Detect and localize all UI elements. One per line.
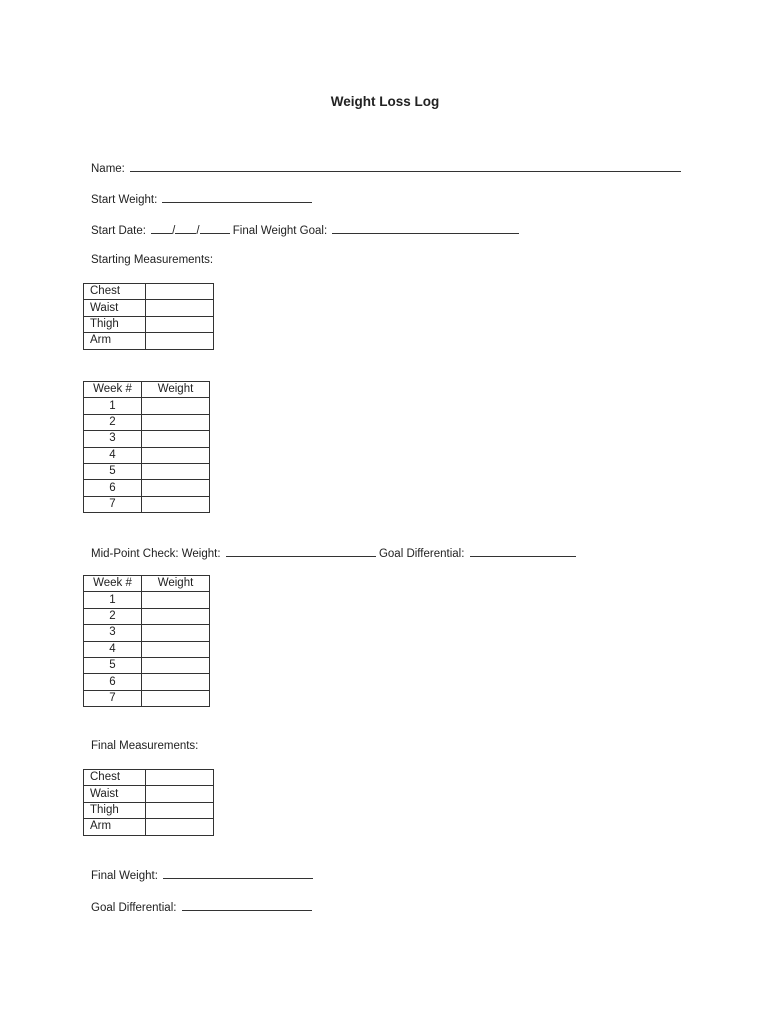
table-row <box>84 625 210 641</box>
table-row <box>84 333 214 349</box>
start-weight-field[interactable] <box>162 191 312 203</box>
weight-header: Weight <box>142 382 210 398</box>
start-weight-row <box>91 191 312 207</box>
measurement-input[interactable] <box>146 333 214 349</box>
table-row <box>84 690 210 706</box>
week-number: 4 <box>84 447 142 463</box>
table-row <box>84 819 214 835</box>
table-row <box>84 284 214 300</box>
measurement-input[interactable] <box>146 819 214 835</box>
table-row <box>84 316 214 332</box>
weight-input[interactable] <box>142 625 210 641</box>
table-row <box>84 608 210 624</box>
weekly-weight-table-2 <box>83 575 210 707</box>
table-row <box>84 398 210 414</box>
weight-input[interactable] <box>142 463 210 479</box>
name-row <box>91 160 681 176</box>
weight-input[interactable] <box>142 480 210 496</box>
table-row <box>84 463 210 479</box>
week-number: 1 <box>84 592 142 608</box>
table-row <box>84 641 210 657</box>
final-weight-row <box>91 867 313 883</box>
final-weight-goal-field[interactable] <box>332 222 519 234</box>
weight-header: Weight <box>142 576 210 592</box>
midpoint-goal-diff-field[interactable] <box>470 545 576 557</box>
weight-input[interactable] <box>142 496 210 512</box>
weight-input[interactable] <box>142 398 210 414</box>
table-row <box>84 431 210 447</box>
name-label: Name: <box>91 163 125 175</box>
start-date-row <box>91 222 519 238</box>
measurement-input[interactable] <box>146 786 214 802</box>
week-number: 2 <box>84 608 142 624</box>
start-date-label: Start Date: <box>91 225 146 237</box>
weight-input[interactable] <box>142 592 210 608</box>
week-number: 2 <box>84 414 142 430</box>
week-number: 3 <box>84 625 142 641</box>
table-row <box>84 592 210 608</box>
start-weight-label: Start Weight: <box>91 194 158 206</box>
midpoint-goal-diff-label: Goal Differential: <box>378 548 465 560</box>
measurement-label: Chest <box>84 770 146 786</box>
week-number: 4 <box>84 641 142 657</box>
final-weight-field[interactable] <box>163 867 313 879</box>
weight-input[interactable] <box>142 431 210 447</box>
week-header: Week # <box>84 576 142 592</box>
measurement-input[interactable] <box>146 316 214 332</box>
measurement-label: Thigh <box>84 316 146 332</box>
midpoint-row <box>91 545 576 561</box>
table-header-row <box>84 382 210 398</box>
date-separator: / <box>196 225 200 237</box>
final-weight-goal-label: Final Weight Goal: <box>232 225 328 237</box>
final-measurements-label: Final Measurements: <box>91 740 199 752</box>
starting-measurements-label: Starting Measurements: <box>91 254 214 266</box>
table-row <box>84 786 214 802</box>
measurement-label: Waist <box>84 786 146 802</box>
table-row <box>84 770 214 786</box>
weekly-weight-table-1 <box>83 381 210 513</box>
table-row <box>84 414 210 430</box>
measurement-label: Waist <box>84 300 146 316</box>
weight-input[interactable] <box>142 674 210 690</box>
week-header: Week # <box>84 382 142 398</box>
week-number: 7 <box>84 690 142 706</box>
table-row <box>84 657 210 673</box>
table-row <box>84 674 210 690</box>
date-separator: / <box>172 225 176 237</box>
measurement-input[interactable] <box>146 770 214 786</box>
measurement-input[interactable] <box>146 300 214 316</box>
table-row <box>84 447 210 463</box>
page-title: Weight Loss Log <box>330 94 440 109</box>
week-number: 5 <box>84 657 142 673</box>
final-measurements-table <box>83 769 214 836</box>
goal-differential-field[interactable] <box>182 899 312 911</box>
week-number: 1 <box>84 398 142 414</box>
start-date-day-field[interactable] <box>175 222 196 234</box>
weight-input[interactable] <box>142 690 210 706</box>
starting-measurements-table <box>83 283 214 350</box>
start-date-year-field[interactable] <box>200 222 230 234</box>
midpoint-weight-label: Mid-Point Check: Weight: <box>91 548 221 560</box>
table-header-row <box>84 576 210 592</box>
weight-input[interactable] <box>142 657 210 673</box>
measurement-label: Chest <box>84 284 146 300</box>
table-row <box>84 480 210 496</box>
name-field[interactable] <box>130 160 681 172</box>
table-row <box>84 300 214 316</box>
measurement-input[interactable] <box>146 284 214 300</box>
week-number: 6 <box>84 674 142 690</box>
weight-input[interactable] <box>142 641 210 657</box>
weight-input[interactable] <box>142 414 210 430</box>
goal-differential-label: Goal Differential: <box>91 902 177 914</box>
goal-differential-row <box>91 899 312 915</box>
measurement-label: Arm <box>84 819 146 835</box>
week-number: 3 <box>84 431 142 447</box>
week-number: 7 <box>84 496 142 512</box>
measurement-input[interactable] <box>146 802 214 818</box>
table-row <box>84 802 214 818</box>
week-number: 6 <box>84 480 142 496</box>
week-number: 5 <box>84 463 142 479</box>
weight-input[interactable] <box>142 447 210 463</box>
measurement-label: Arm <box>84 333 146 349</box>
final-weight-label: Final Weight: <box>91 870 158 882</box>
start-date-month-field[interactable] <box>151 222 172 234</box>
midpoint-weight-field[interactable] <box>226 545 376 557</box>
table-row <box>84 496 210 512</box>
measurement-label: Thigh <box>84 802 146 818</box>
weight-input[interactable] <box>142 608 210 624</box>
